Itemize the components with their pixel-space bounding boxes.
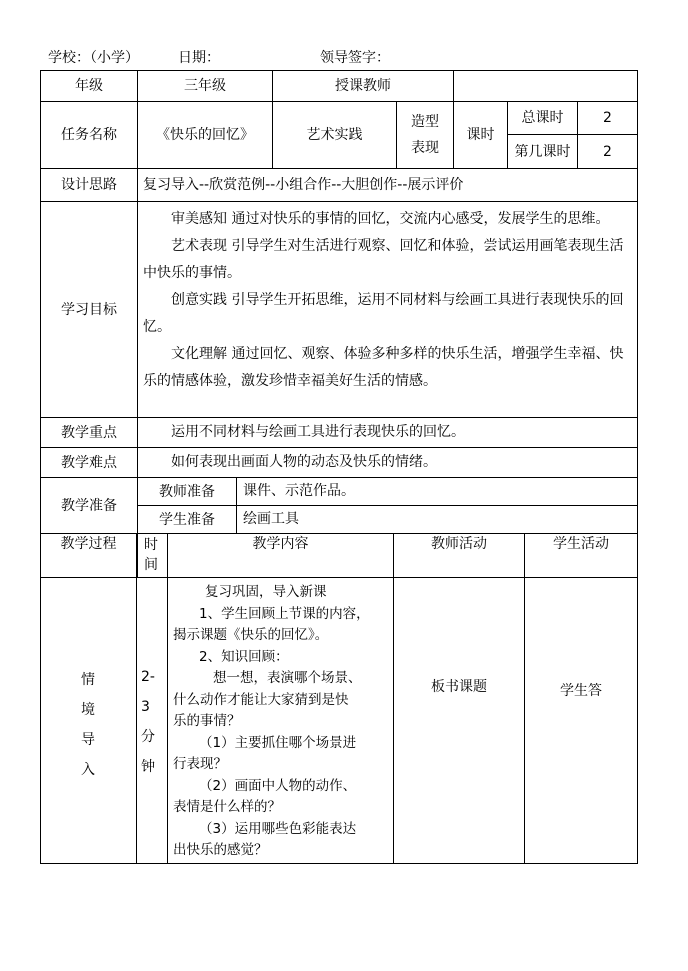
content-line: 行表现？ — [173, 756, 227, 772]
signature-label: 领导签字： — [320, 50, 390, 66]
goal-aesthetic: 审美感知 通过对快乐的事情的回忆，交流内心感受，发展学生的思维。 — [171, 211, 610, 227]
content-line: 复习巩固，导入新课 — [205, 584, 327, 600]
key-value: 运用不同材料与绘画工具进行表现快乐的回忆。 — [171, 424, 465, 440]
content-line: 1、学生回顾上节课的内容， — [199, 605, 370, 622]
grade-label: 年级 — [75, 78, 103, 94]
goals-list — [143, 206, 633, 395]
content-line: 乐的事情？ — [173, 713, 241, 729]
grade-value: 三年级 — [184, 78, 226, 94]
content-header: 教学内容 — [252, 536, 309, 552]
task-value: 《快乐的回忆》 — [156, 127, 254, 143]
design-value: 复习导入--欣赏范例--小组合作--大胆创作--展示评价 — [143, 177, 464, 193]
time-value — [141, 662, 165, 782]
teacher-activity: 板书课题 — [431, 679, 487, 695]
student-prep-value: 绘画工具 — [243, 511, 299, 527]
task-label: 任务名称 — [61, 127, 117, 143]
lesson-no-label: 第几课时 — [514, 143, 571, 160]
content-line: （1）主要抓住哪个场景进 — [199, 734, 357, 751]
time-line: 2- — [141, 669, 155, 685]
content-line: 揭示课题《快乐的回忆》。 — [173, 627, 329, 643]
time-header: 时间 — [144, 537, 158, 573]
time-line: 分 — [141, 729, 155, 745]
content-line: 什么动作才能让大家猜到是快 — [173, 691, 349, 708]
time-line: 3 — [141, 699, 150, 715]
teacher-label: 授课教师 — [335, 78, 391, 94]
field-value: 艺术实践 — [306, 127, 363, 143]
total-hours-value: 2 — [603, 110, 612, 126]
total-hours-label: 总课时 — [521, 110, 564, 126]
teacher-prep-label: 教师准备 — [159, 483, 215, 500]
lesson-type-line2: 表现 — [411, 140, 439, 156]
process-header: 教学过程 — [60, 536, 117, 552]
lesson-no-value: 2 — [603, 143, 612, 160]
student-prep-label: 学生准备 — [159, 511, 215, 528]
student-activity: 学生答 — [560, 683, 602, 699]
goals-label: 学习目标 — [61, 301, 117, 318]
content-line: 想一想，表演哪个场景、 — [213, 670, 362, 686]
difficulty-label: 教学难点 — [61, 454, 117, 471]
student-activity-header: 学生活动 — [553, 536, 609, 552]
lesson-type — [397, 102, 453, 168]
teacher-value — [454, 71, 637, 101]
content-line: （2）画面中人物的动作、 — [199, 777, 357, 794]
school-label: 学校：（小学） — [48, 50, 139, 66]
date-label: 日期： — [178, 50, 220, 66]
content-line: 表情是什么样的？ — [173, 799, 281, 815]
hours-label: 课时 — [466, 127, 495, 143]
difficulty-value: 如何表现出画面人物的动态及快乐的情绪。 — [171, 454, 437, 470]
stage-char: 入 — [81, 762, 95, 778]
key-label: 教学重点 — [61, 424, 117, 441]
stage-char: 情 — [81, 672, 95, 688]
stage-char: 境 — [81, 702, 95, 718]
goal-creative: 创意实践 引导学生开拓思维，运用不同材料与绘画工具进行表现快乐的回忆。 — [143, 292, 624, 335]
teacher-prep-value: 课件、示范作品。 — [243, 483, 355, 499]
design-label: 设计思路 — [61, 177, 117, 193]
prep-label: 教学准备 — [61, 497, 117, 514]
goal-expression: 艺术表现 引导学生对生活进行观察、回忆和体验，尝试运用画笔表现生活中快乐的事情。 — [143, 238, 624, 281]
lesson-type-line1: 造型 — [411, 114, 439, 130]
content-line: 2、知识回顾： — [199, 648, 289, 665]
content-body — [173, 582, 391, 862]
stage-char: 导 — [81, 732, 95, 748]
content-line: 出快乐的感觉？ — [173, 842, 268, 858]
stage-label — [78, 665, 98, 785]
teacher-activity-header: 教师活动 — [431, 536, 487, 552]
time-line: 钟 — [141, 759, 155, 775]
content-line: （3）运用哪些色彩能表达 — [199, 820, 357, 837]
goal-culture: 文化理解 通过回忆、观察、体验多种多样的快乐生活，增强学生幸福、快乐的情感体验，激发珍惜幸福美好生活的情感。 — [143, 346, 624, 389]
